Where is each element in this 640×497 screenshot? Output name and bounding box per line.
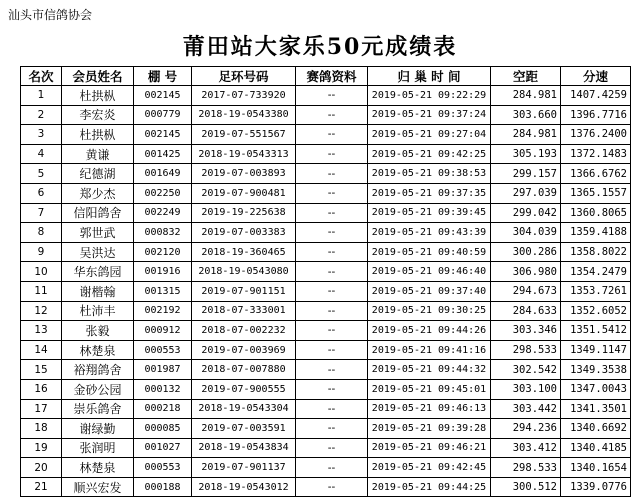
- member-name-cell: 黄谦: [62, 144, 134, 164]
- arrival-time-cell: 2019-05-21 09:44:26: [368, 321, 491, 341]
- pigeon-info-cell: --: [296, 125, 368, 145]
- table-header-row: [21, 67, 631, 86]
- pigeon-info-cell: --: [296, 144, 368, 164]
- rank-cell: 18: [21, 419, 62, 439]
- pigeon-info-cell: --: [296, 281, 368, 301]
- table-row: [21, 105, 631, 125]
- ring-number-cell: 2019-07-901151: [192, 281, 296, 301]
- page-title: 莆田站大家乐50元成绩表: [182, 34, 458, 60]
- speed-cell: 1365.1557: [561, 183, 631, 203]
- arrival-time-cell: 2019-05-21 09:39:45: [368, 203, 491, 223]
- pigeon-info-cell: --: [296, 86, 368, 106]
- speed-cell: 1407.4259: [561, 86, 631, 106]
- loft-number-cell: 002192: [134, 301, 192, 321]
- rank-cell: 9: [21, 242, 62, 262]
- speed-cell: 1358.8022: [561, 242, 631, 262]
- loft-number-cell: 001987: [134, 360, 192, 380]
- rank-cell: 4: [21, 144, 62, 164]
- rank-cell: 19: [21, 438, 62, 458]
- member-name-cell: 杜拱枞: [62, 86, 134, 106]
- pigeon-info-cell: --: [296, 458, 368, 478]
- header-pigeon-info: 赛鸽资料: [296, 67, 368, 86]
- distance-cell: 303.442: [491, 399, 561, 419]
- speed-cell: 1339.0776: [561, 477, 631, 497]
- table-row: [21, 144, 631, 164]
- table-row: [21, 321, 631, 341]
- loft-number-cell: 000085: [134, 419, 192, 439]
- loft-number-cell: 000832: [134, 223, 192, 243]
- table-row: [21, 183, 631, 203]
- table-row: [21, 360, 631, 380]
- ring-number-cell: 2019-07-901137: [192, 458, 296, 478]
- member-name-cell: 张润明: [62, 438, 134, 458]
- organization-name: 汕头市信鸽协会: [8, 8, 93, 22]
- rank-cell: 7: [21, 203, 62, 223]
- member-name-cell: 纪德湖: [62, 164, 134, 184]
- pigeon-info-cell: --: [296, 301, 368, 321]
- pigeon-info-cell: --: [296, 477, 368, 497]
- table-row: [21, 262, 631, 282]
- table-row: [21, 125, 631, 145]
- arrival-time-cell: 2019-05-21 09:37:24: [368, 105, 491, 125]
- arrival-time-cell: 2019-05-21 09:46:40: [368, 262, 491, 282]
- arrival-time-cell: 2019-05-21 09:42:45: [368, 458, 491, 478]
- member-name-cell: 信阳鸽舍: [62, 203, 134, 223]
- ring-number-cell: 2019-07-003383: [192, 223, 296, 243]
- rank-cell: 12: [21, 301, 62, 321]
- header-ring-number: 足环号码: [192, 67, 296, 86]
- speed-cell: 1372.1483: [561, 144, 631, 164]
- speed-cell: 1396.7716: [561, 105, 631, 125]
- distance-cell: 294.236: [491, 419, 561, 439]
- speed-cell: 1366.6762: [561, 164, 631, 184]
- loft-number-cell: 000912: [134, 321, 192, 341]
- speed-cell: 1353.7261: [561, 281, 631, 301]
- loft-number-cell: 001425: [134, 144, 192, 164]
- ring-number-cell: 2019-07-003969: [192, 340, 296, 360]
- table-row: [21, 223, 631, 243]
- header-distance: 空距: [491, 67, 561, 86]
- distance-cell: 298.533: [491, 458, 561, 478]
- ring-number-cell: 2019-07-900555: [192, 379, 296, 399]
- loft-number-cell: 002250: [134, 183, 192, 203]
- rank-cell: 5: [21, 164, 62, 184]
- loft-number-cell: 001916: [134, 262, 192, 282]
- table-row: [21, 301, 631, 321]
- member-name-cell: 郭世武: [62, 223, 134, 243]
- loft-number-cell: 000188: [134, 477, 192, 497]
- ring-number-cell: 2018-19-0543012: [192, 477, 296, 497]
- distance-cell: 303.660: [491, 105, 561, 125]
- header-loft-number: 棚 号: [134, 67, 192, 86]
- pigeon-info-cell: --: [296, 203, 368, 223]
- pigeon-info-cell: --: [296, 379, 368, 399]
- arrival-time-cell: 2019-05-21 09:43:39: [368, 223, 491, 243]
- ring-number-cell: 2018-19-0543080: [192, 262, 296, 282]
- table-row: [21, 164, 631, 184]
- table-row: [21, 477, 631, 497]
- distance-cell: 298.533: [491, 340, 561, 360]
- table-row: [21, 458, 631, 478]
- rank-cell: 13: [21, 321, 62, 341]
- pigeon-info-cell: --: [296, 164, 368, 184]
- rank-cell: 15: [21, 360, 62, 380]
- member-name-cell: 顺兴宏发: [62, 477, 134, 497]
- results-table: [20, 66, 631, 497]
- arrival-time-cell: 2019-05-21 09:27:04: [368, 125, 491, 145]
- arrival-time-cell: 2019-05-21 09:30:25: [368, 301, 491, 321]
- distance-cell: 303.412: [491, 438, 561, 458]
- header-member-name: 会员姓名: [62, 67, 134, 86]
- ring-number-cell: 2018-19-360465: [192, 242, 296, 262]
- member-name-cell: 张毅: [62, 321, 134, 341]
- loft-number-cell: 000553: [134, 340, 192, 360]
- pigeon-info-cell: --: [296, 399, 368, 419]
- speed-cell: 1349.1147: [561, 340, 631, 360]
- distance-cell: 294.673: [491, 281, 561, 301]
- member-name-cell: 金砂公园: [62, 379, 134, 399]
- distance-cell: 299.157: [491, 164, 561, 184]
- table-row: [21, 86, 631, 106]
- speed-cell: 1349.3538: [561, 360, 631, 380]
- pigeon-info-cell: --: [296, 242, 368, 262]
- ring-number-cell: 2018-19-0543380: [192, 105, 296, 125]
- rank-cell: 3: [21, 125, 62, 145]
- rank-cell: 6: [21, 183, 62, 203]
- pigeon-info-cell: --: [296, 105, 368, 125]
- ring-number-cell: 2019-19-225638: [192, 203, 296, 223]
- table-row: [21, 281, 631, 301]
- arrival-time-cell: 2019-05-21 09:45:01: [368, 379, 491, 399]
- loft-number-cell: 002145: [134, 86, 192, 106]
- pigeon-info-cell: --: [296, 419, 368, 439]
- table-row: [21, 438, 631, 458]
- member-name-cell: 杜沛丰: [62, 301, 134, 321]
- speed-cell: 1340.1654: [561, 458, 631, 478]
- member-name-cell: 谢楷翰: [62, 281, 134, 301]
- ring-number-cell: 2019-07-551567: [192, 125, 296, 145]
- pigeon-info-cell: --: [296, 223, 368, 243]
- ring-number-cell: 2017-07-733920: [192, 86, 296, 106]
- arrival-time-cell: 2019-05-21 09:41:16: [368, 340, 491, 360]
- member-name-cell: 林楚泉: [62, 340, 134, 360]
- member-name-cell: 杜拱枞: [62, 125, 134, 145]
- loft-number-cell: 000779: [134, 105, 192, 125]
- loft-number-cell: 002145: [134, 125, 192, 145]
- table-row: [21, 340, 631, 360]
- ring-number-cell: 2018-19-0543834: [192, 438, 296, 458]
- rank-cell: 16: [21, 379, 62, 399]
- speed-cell: 1340.6692: [561, 419, 631, 439]
- ring-number-cell: 2018-07-007880: [192, 360, 296, 380]
- ring-number-cell: 2018-07-002232: [192, 321, 296, 341]
- member-name-cell: 崇乐鸽舍: [62, 399, 134, 419]
- member-name-cell: 华东鸽园: [62, 262, 134, 282]
- loft-number-cell: 002249: [134, 203, 192, 223]
- pigeon-info-cell: --: [296, 321, 368, 341]
- rank-cell: 2: [21, 105, 62, 125]
- ring-number-cell: 2018-19-0543304: [192, 399, 296, 419]
- speed-cell: 1347.0043: [561, 379, 631, 399]
- pigeon-info-cell: --: [296, 183, 368, 203]
- speed-cell: 1352.6052: [561, 301, 631, 321]
- pigeon-info-cell: --: [296, 262, 368, 282]
- member-name-cell: 林楚泉: [62, 458, 134, 478]
- rank-cell: 11: [21, 281, 62, 301]
- arrival-time-cell: 2019-05-21 09:40:59: [368, 242, 491, 262]
- speed-cell: 1340.4185: [561, 438, 631, 458]
- rank-cell: 1: [21, 86, 62, 106]
- speed-cell: 1351.5412: [561, 321, 631, 341]
- rank-cell: 8: [21, 223, 62, 243]
- header-arrival-time: 归 巢 时 间: [368, 67, 491, 86]
- rank-cell: 21: [21, 477, 62, 497]
- arrival-time-cell: 2019-05-21 09:44:25: [368, 477, 491, 497]
- member-name-cell: 李宏炎: [62, 105, 134, 125]
- loft-number-cell: 000218: [134, 399, 192, 419]
- distance-cell: 300.512: [491, 477, 561, 497]
- speed-cell: 1354.2479: [561, 262, 631, 282]
- rank-cell: 17: [21, 399, 62, 419]
- header-rank: 名次: [21, 67, 62, 86]
- member-name-cell: 谢绿勤: [62, 419, 134, 439]
- distance-cell: 300.286: [491, 242, 561, 262]
- arrival-time-cell: 2019-05-21 09:46:13: [368, 399, 491, 419]
- member-name-cell: 郑少杰: [62, 183, 134, 203]
- distance-cell: 299.042: [491, 203, 561, 223]
- ring-number-cell: 2019-07-003893: [192, 164, 296, 184]
- distance-cell: 284.981: [491, 86, 561, 106]
- table-row: [21, 242, 631, 262]
- speed-cell: 1360.8065: [561, 203, 631, 223]
- ring-number-cell: 2018-19-0543313: [192, 144, 296, 164]
- member-name-cell: 裕翔鸽舍: [62, 360, 134, 380]
- table-row: [21, 203, 631, 223]
- arrival-time-cell: 2019-05-21 09:39:28: [368, 419, 491, 439]
- loft-number-cell: 000132: [134, 379, 192, 399]
- member-name-cell: 吴洪达: [62, 242, 134, 262]
- arrival-time-cell: 2019-05-21 09:37:40: [368, 281, 491, 301]
- rank-cell: 10: [21, 262, 62, 282]
- speed-cell: 1359.4188: [561, 223, 631, 243]
- distance-cell: 284.981: [491, 125, 561, 145]
- loft-number-cell: 001315: [134, 281, 192, 301]
- table-row: [21, 379, 631, 399]
- distance-cell: 304.039: [491, 223, 561, 243]
- arrival-time-cell: 2019-05-21 09:42:25: [368, 144, 491, 164]
- speed-cell: 1376.2400: [561, 125, 631, 145]
- distance-cell: 297.039: [491, 183, 561, 203]
- distance-cell: 284.633: [491, 301, 561, 321]
- arrival-time-cell: 2019-05-21 09:46:21: [368, 438, 491, 458]
- loft-number-cell: 001649: [134, 164, 192, 184]
- ring-number-cell: 2019-07-003591: [192, 419, 296, 439]
- loft-number-cell: 001027: [134, 438, 192, 458]
- distance-cell: 303.346: [491, 321, 561, 341]
- table-row: [21, 399, 631, 419]
- loft-number-cell: 002120: [134, 242, 192, 262]
- rank-cell: 14: [21, 340, 62, 360]
- distance-cell: 303.100: [491, 379, 561, 399]
- arrival-time-cell: 2019-05-21 09:37:35: [368, 183, 491, 203]
- table-row: [21, 419, 631, 439]
- distance-cell: 306.980: [491, 262, 561, 282]
- distance-cell: 305.193: [491, 144, 561, 164]
- rank-cell: 20: [21, 458, 62, 478]
- arrival-time-cell: 2019-05-21 09:44:32: [368, 360, 491, 380]
- distance-cell: 302.542: [491, 360, 561, 380]
- arrival-time-cell: 2019-05-21 09:38:53: [368, 164, 491, 184]
- header-speed: 分速: [561, 67, 631, 86]
- speed-cell: 1341.3501: [561, 399, 631, 419]
- pigeon-info-cell: --: [296, 340, 368, 360]
- ring-number-cell: 2019-07-900481: [192, 183, 296, 203]
- ring-number-cell: 2018-07-333001: [192, 301, 296, 321]
- pigeon-info-cell: --: [296, 438, 368, 458]
- loft-number-cell: 000553: [134, 458, 192, 478]
- pigeon-info-cell: --: [296, 360, 368, 380]
- arrival-time-cell: 2019-05-21 09:22:29: [368, 86, 491, 106]
